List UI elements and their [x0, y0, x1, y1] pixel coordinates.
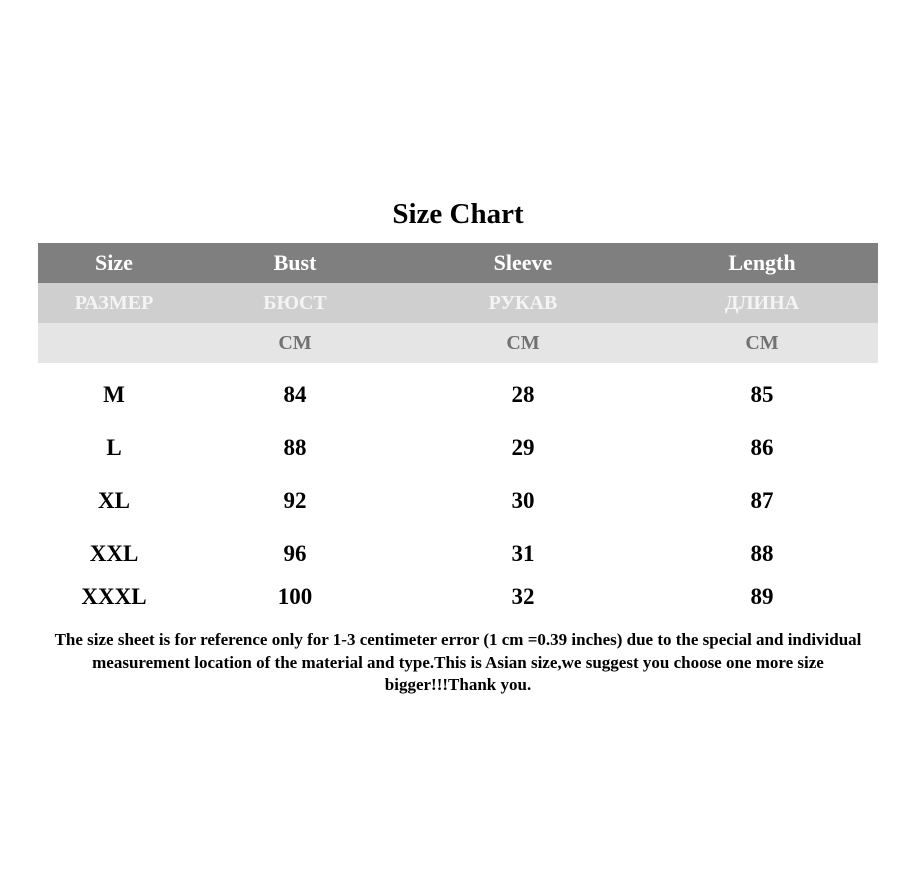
page-title: Size Chart	[392, 198, 524, 230]
header-size: Size	[95, 250, 133, 275]
header-ru-bust: БЮСТ	[263, 291, 327, 314]
length-cell: 87	[750, 488, 774, 513]
unit-sleeve: CM	[506, 331, 540, 354]
header-bust: Bust	[273, 250, 317, 275]
length-cell: 89	[750, 584, 774, 609]
size-cell: L	[106, 435, 122, 460]
bust-cell: 96	[283, 541, 307, 566]
length-cell: 88	[750, 541, 774, 566]
size-disclaimer-note: The size sheet is for reference only for 1-3 centimeter error (1 cm =0.39 inches) due to the special and individual measurement location of the material and type.This is Asian size,we suggest you choose one more size bigger!!!Thank you.	[54, 630, 862, 694]
table-row	[38, 363, 878, 427]
length-cell: 85	[750, 382, 774, 407]
bust-cell: 92	[283, 488, 307, 513]
header-row-russian	[38, 283, 878, 323]
length-cell: 86	[750, 435, 774, 460]
bust-cell: 100	[277, 584, 313, 609]
table-row	[38, 575, 878, 619]
header-sleeve: Sleeve	[493, 250, 553, 275]
table-row	[38, 533, 878, 575]
unit-row	[38, 323, 878, 363]
bust-cell: 88	[283, 435, 307, 460]
unit-bust: CM	[278, 331, 312, 354]
sleeve-cell: 31	[511, 541, 535, 566]
header-ru-size: РАЗМЕР	[74, 291, 154, 314]
header-ru-length: ДЛИНА	[724, 291, 800, 314]
sleeve-cell: 29	[511, 435, 535, 460]
header-length: Length	[728, 250, 796, 275]
table-row	[38, 427, 878, 469]
size-cell: XXXL	[81, 584, 147, 609]
header-ru-sleeve: РУКАВ	[488, 291, 558, 314]
bust-cell: 84	[283, 382, 307, 407]
unit-length: CM	[745, 331, 779, 354]
size-cell: M	[103, 382, 125, 407]
sleeve-cell: 28	[511, 382, 535, 407]
size-cell: XXL	[89, 541, 139, 566]
size-cell: XL	[98, 488, 130, 513]
sleeve-cell: 32	[511, 584, 535, 609]
table-row	[38, 469, 878, 533]
header-row	[38, 243, 878, 283]
sleeve-cell: 30	[511, 488, 535, 513]
size-chart-table	[38, 243, 878, 619]
